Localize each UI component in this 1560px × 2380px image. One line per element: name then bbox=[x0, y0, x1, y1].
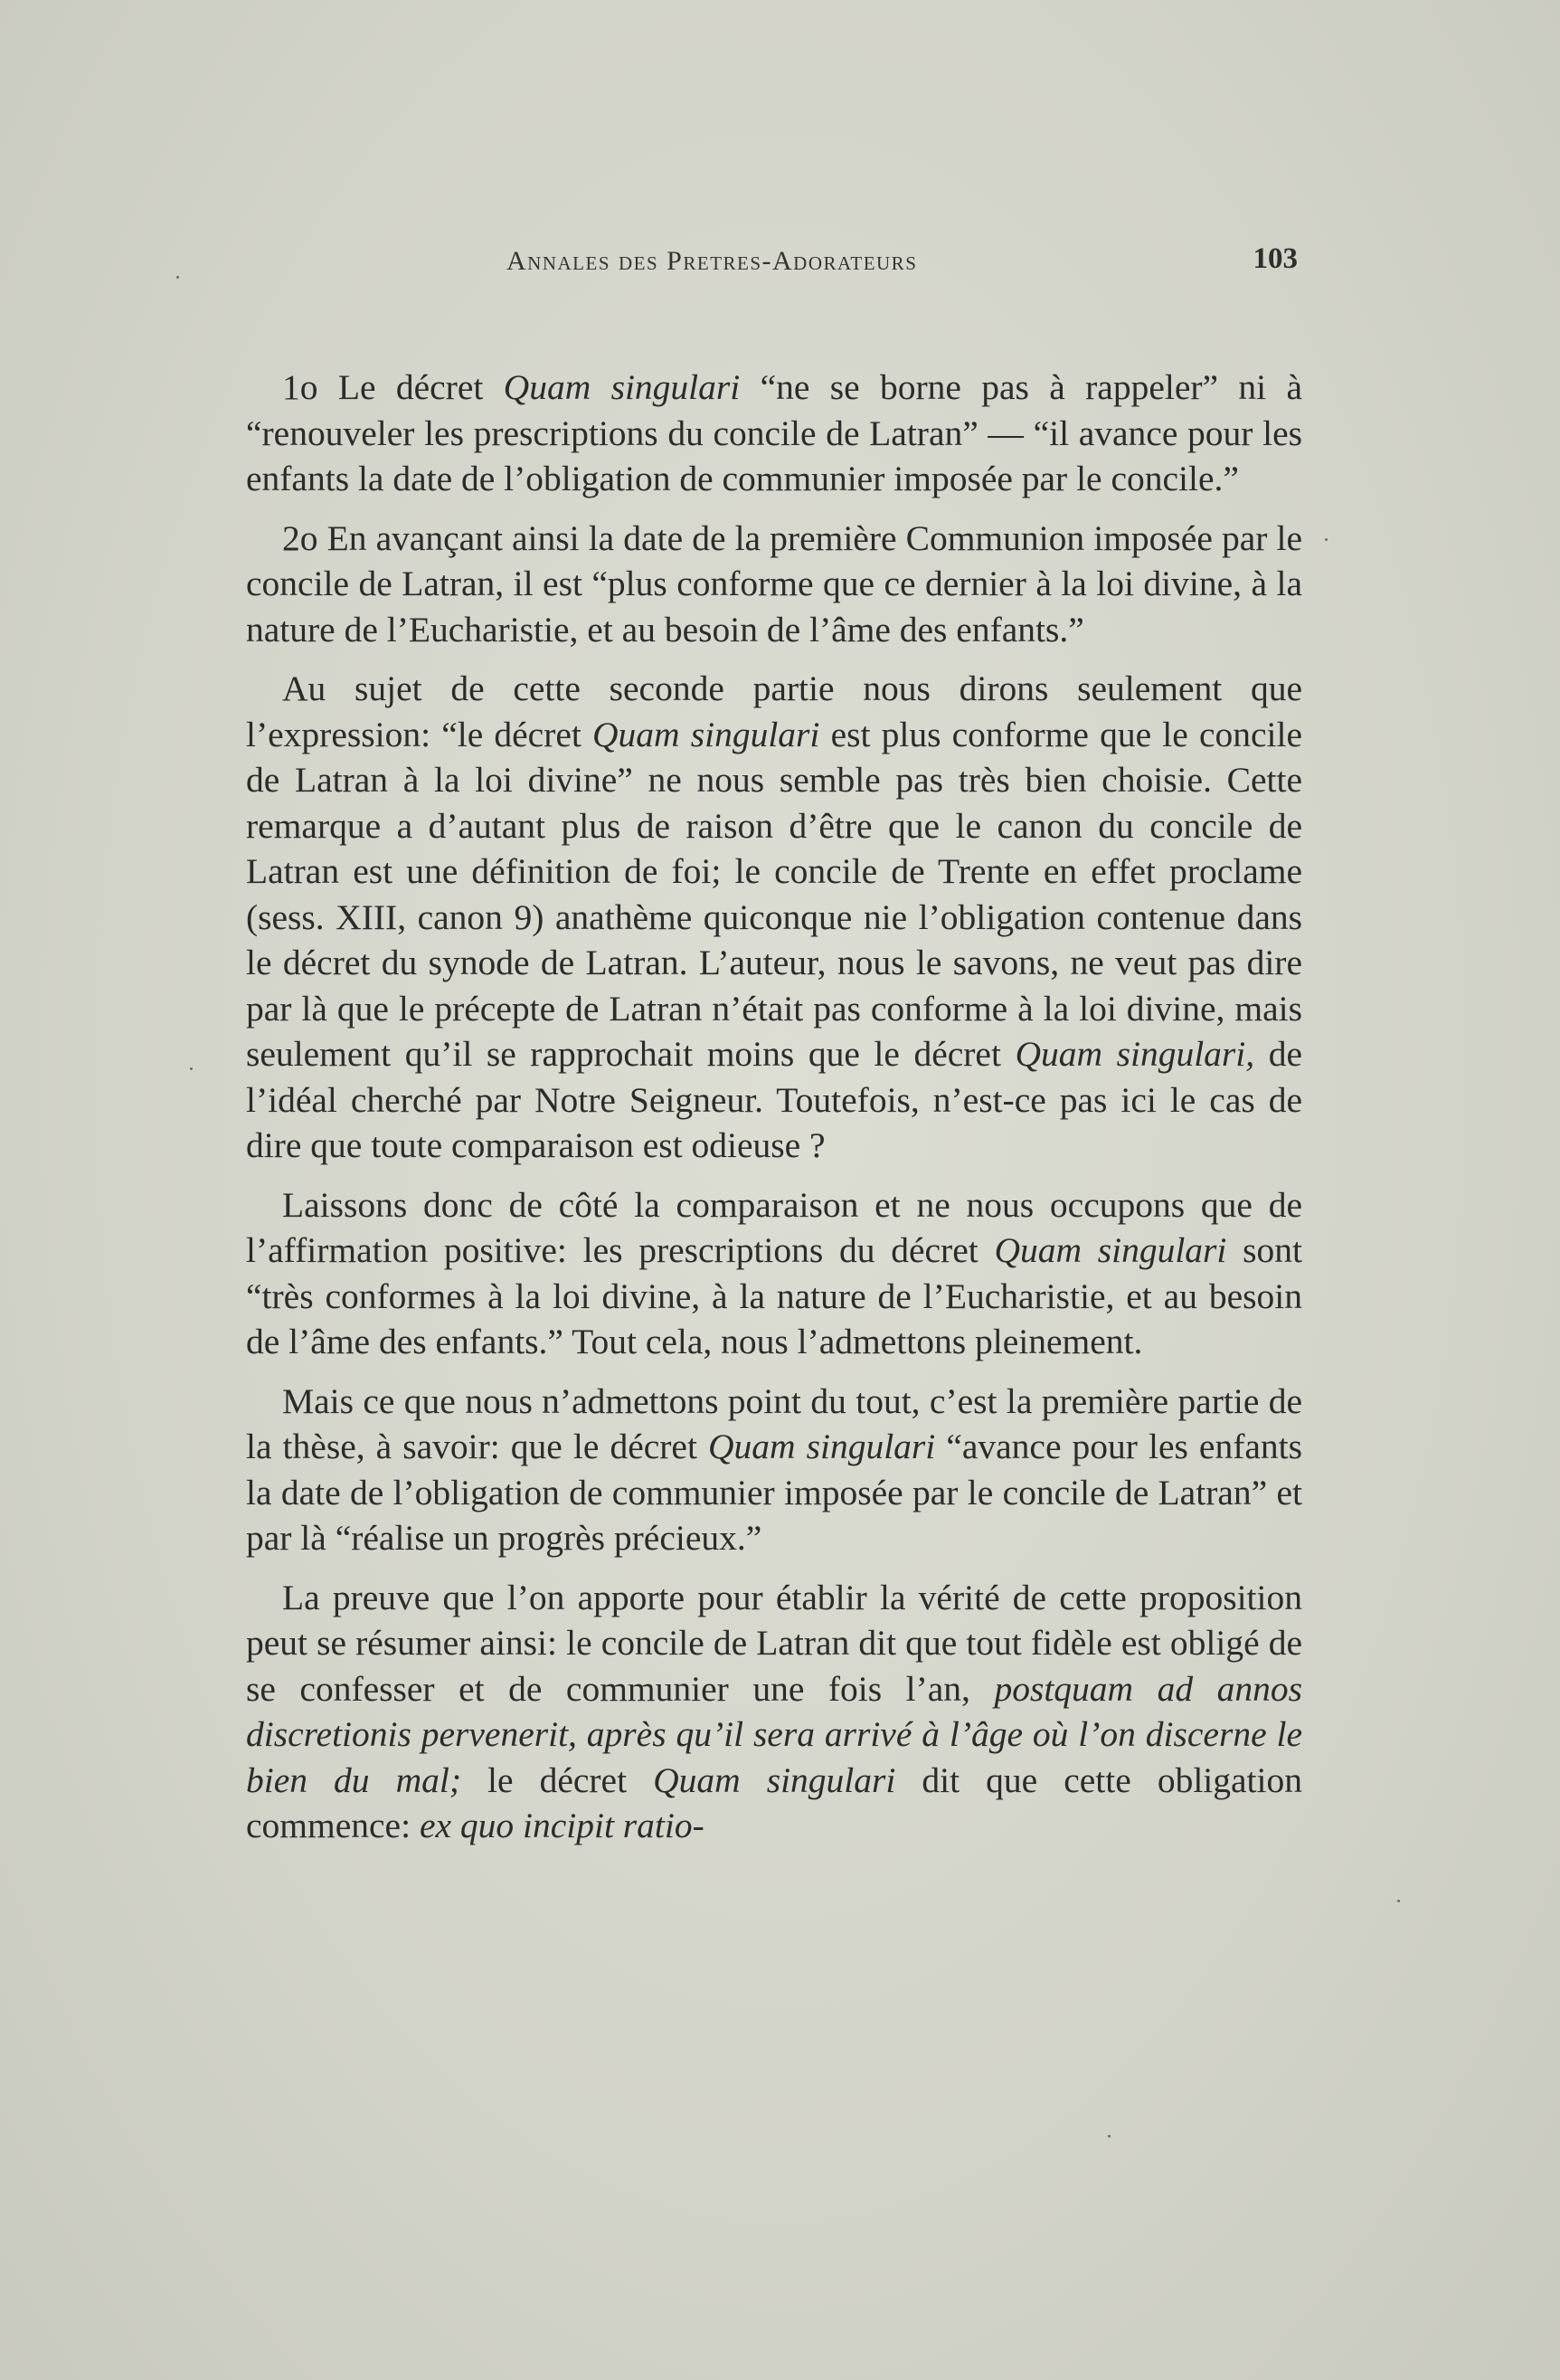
paragraph-4 bbox=[246, 1182, 1302, 1365]
paper-speck bbox=[190, 1067, 193, 1070]
text-run: 2o En avançant ainsi la date de la première Communion imposée par le concile de Latran, il est “plus conforme que ce dernier à la loi divine, à la nature de l’Eucharistie, et au besoin de l’âme des enfants.” bbox=[246, 517, 1302, 650]
running-title: Annales des Pretres-Adorateurs bbox=[506, 246, 918, 276]
running-head bbox=[244, 237, 1307, 282]
paper-speck bbox=[1108, 2135, 1111, 2138]
page-number: 103 bbox=[1253, 242, 1298, 275]
italic-text-run: Quam singulari bbox=[653, 1759, 896, 1800]
paper-speck bbox=[1397, 1900, 1400, 1902]
text-run: Mais ce que nous n’admettons point du tout, c’est la première partie de la thèse, à savoir: que le décret bbox=[246, 1380, 1302, 1466]
text-run: sont “très conformes à la loi divine, à la nature de l’Eucharistie, et au besoin de l’âme des enfants.” Tout cela, nous l’admettons pleinement. bbox=[246, 1230, 1303, 1361]
paragraph-1 bbox=[246, 365, 1302, 502]
paper-speck bbox=[176, 276, 179, 279]
italic-text-run: Quam singulari bbox=[592, 714, 820, 754]
italic-text-run: ex quo incipit ratio- bbox=[419, 1806, 704, 1845]
text-run: 1o Le décret bbox=[282, 367, 504, 407]
italic-text-run: Quam singulari bbox=[503, 367, 741, 407]
text-run: est plus conforme que le concile de Latran à la loi divine” ne nous semble pas très bien choisie. Cette remarque a d’autant plus de raison d’être que le canon du concile de Latran est une définition de foi; le concile de Trente en effet proclame (sess. XIII, canon 9) anathème quiconque nie l’obligation contenue dans le décret du synode de Latran. L’auteur, nous le savons, ne veut pas dire par là que le précepte de Latran n’était pas conforme à la loi divine, mais seulement qu’il se rapprochait moins que le décret bbox=[246, 714, 1302, 1074]
italic-text-run: postquam ad annos discretionis pervenerit, après qu’il sera arrivé à l’âge où l’on discerne le bien du mal; bbox=[246, 1668, 1302, 1800]
italic-text-run: Quam singulari, bbox=[1015, 1034, 1255, 1074]
body-text bbox=[246, 365, 1302, 1863]
paper-speck bbox=[1325, 538, 1328, 541]
text-run: Laissons donc de côté la comparaison et ne nous occupons que de l’affirmation positive: les prescriptions du décret bbox=[246, 1184, 1302, 1270]
paragraph-3 bbox=[246, 666, 1302, 1169]
italic-text-run: Quam singulari bbox=[707, 1427, 936, 1466]
italic-text-run: Quam singulari bbox=[994, 1230, 1227, 1270]
text-run: dit que cette obligation commence: bbox=[246, 1759, 1302, 1845]
paragraph-5 bbox=[246, 1379, 1302, 1561]
text-run: La preuve que l’on apporte pour établir la vérité de cette proposition peut se résumer ainsi: le concile de Latran dit que tout fidèle est obligé de se confesser et de communier une fois l’an, bbox=[246, 1577, 1302, 1709]
text-run: le décret bbox=[461, 1759, 654, 1800]
text-run: de l’idéal cherché par Notre Seigneur. Toutefois, n’est-ce pas ici le cas de dire que toute comparaison est odieuse ? bbox=[246, 1034, 1302, 1165]
paragraph-2 bbox=[246, 516, 1302, 653]
text-run: “avance pour les enfants la date de l’obligation de communier imposée par le concile de Latran” et par là “réalise un progrès précieux.” bbox=[246, 1427, 1302, 1558]
text-run: Au sujet de cette seconde partie nous dirons seulement que l’expression: “le décret bbox=[246, 668, 1302, 754]
paragraph-6 bbox=[246, 1575, 1302, 1849]
text-run: “ne se borne pas à rappeler” ni à “renouveler les prescriptions du concile de Latran” — “il avance pour les enfants la date de l’obligation de communier imposée par le concile.” bbox=[246, 367, 1302, 498]
